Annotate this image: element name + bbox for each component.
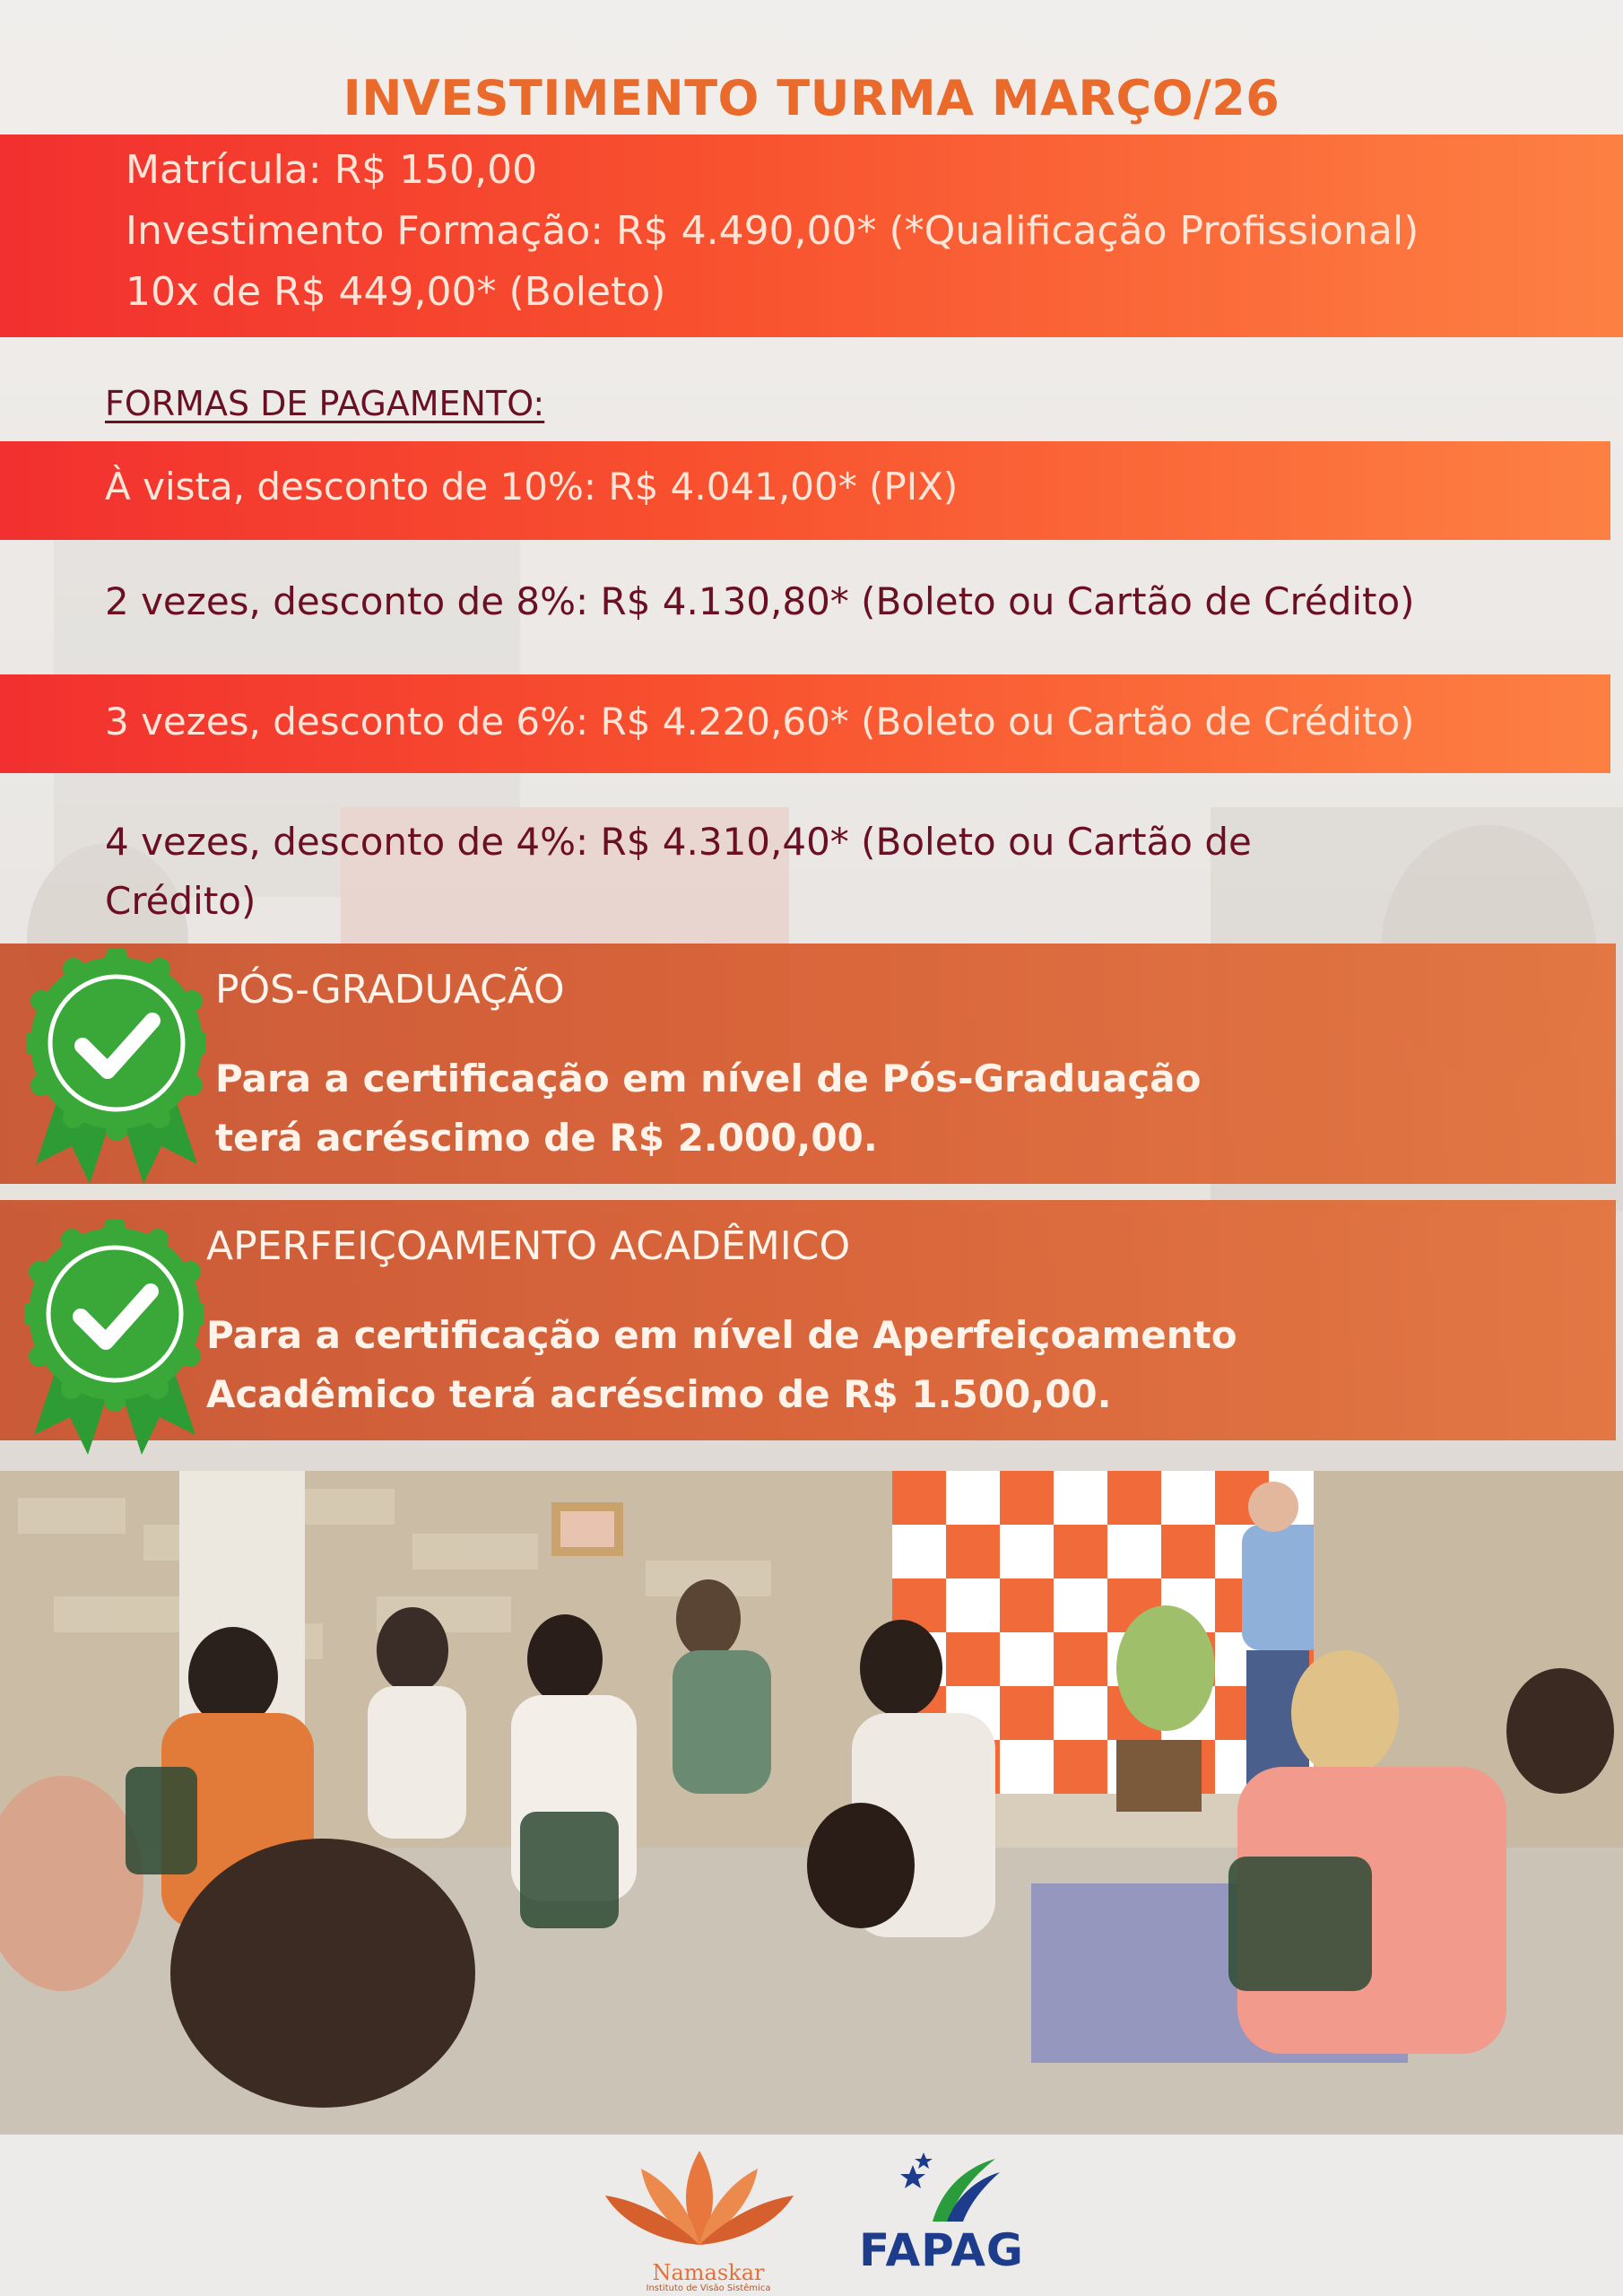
enrollment-fee: Matrícula: R$ 150,00	[126, 147, 538, 193]
cert-desc-pos-1: Para a certificação em nível de Pós-Graduação	[215, 1057, 1202, 1100]
page-title: INVESTIMENTO TURMA MARÇO/26	[343, 70, 1280, 126]
cert-title-pos: PÓS-GRADUAÇÃO	[215, 967, 565, 1013]
payment-heading: FORMAS DE PAGAMENTO:	[105, 384, 545, 423]
check-badge-icon	[27, 949, 206, 1191]
course-investment: Investimento Formação: R$ 4.490,00* (*Qualificação Profissional)	[126, 208, 1419, 254]
payment-option-4-line2: Crédito)	[105, 879, 256, 923]
investment-band	[0, 135, 1623, 337]
lotus-logo-icon	[601, 2142, 798, 2258]
installment-info: 10x de R$ 449,00* (Boleto)	[126, 269, 666, 315]
cert-desc-aperf-2: Acadêmico terá acréscimo de R$ 1.500,00.	[206, 1372, 1112, 1416]
payment-option-2: 2 vezes, desconto de 8%: R$ 4.130,80* (Boleto ou Cartão de Crédito)	[105, 579, 1415, 623]
payment-option-4-line1: 4 vezes, desconto de 4%: R$ 4.310,40* (Boleto ou Cartão de	[105, 820, 1252, 864]
cert-title-aperf: APERFEIÇOAMENTO ACADÊMICO	[206, 1223, 851, 1269]
fapag-logo-icon	[897, 2145, 1004, 2226]
namaskar-logo-subtitle: Instituto de Visão Sistêmica	[646, 2283, 771, 2293]
check-badge-icon	[25, 1220, 204, 1462]
cert-desc-pos-2: terá acréscimo de R$ 2.000,00.	[215, 1116, 878, 1160]
classroom-photo	[0, 1471, 1623, 2135]
payment-option-3: 3 vezes, desconto de 6%: R$ 4.220,60* (Boleto ou Cartão de Crédito)	[105, 700, 1415, 744]
payment-option-1: À vista, desconto de 10%: R$ 4.041,00* (PIX)	[105, 465, 959, 509]
cert-desc-aperf-1: Para a certificação em nível de Aperfeiçoamento	[206, 1313, 1237, 1357]
namaskar-logo-text: Namaskar	[652, 2260, 765, 2285]
fapag-logo-text: FAPAG	[859, 2224, 1024, 2276]
